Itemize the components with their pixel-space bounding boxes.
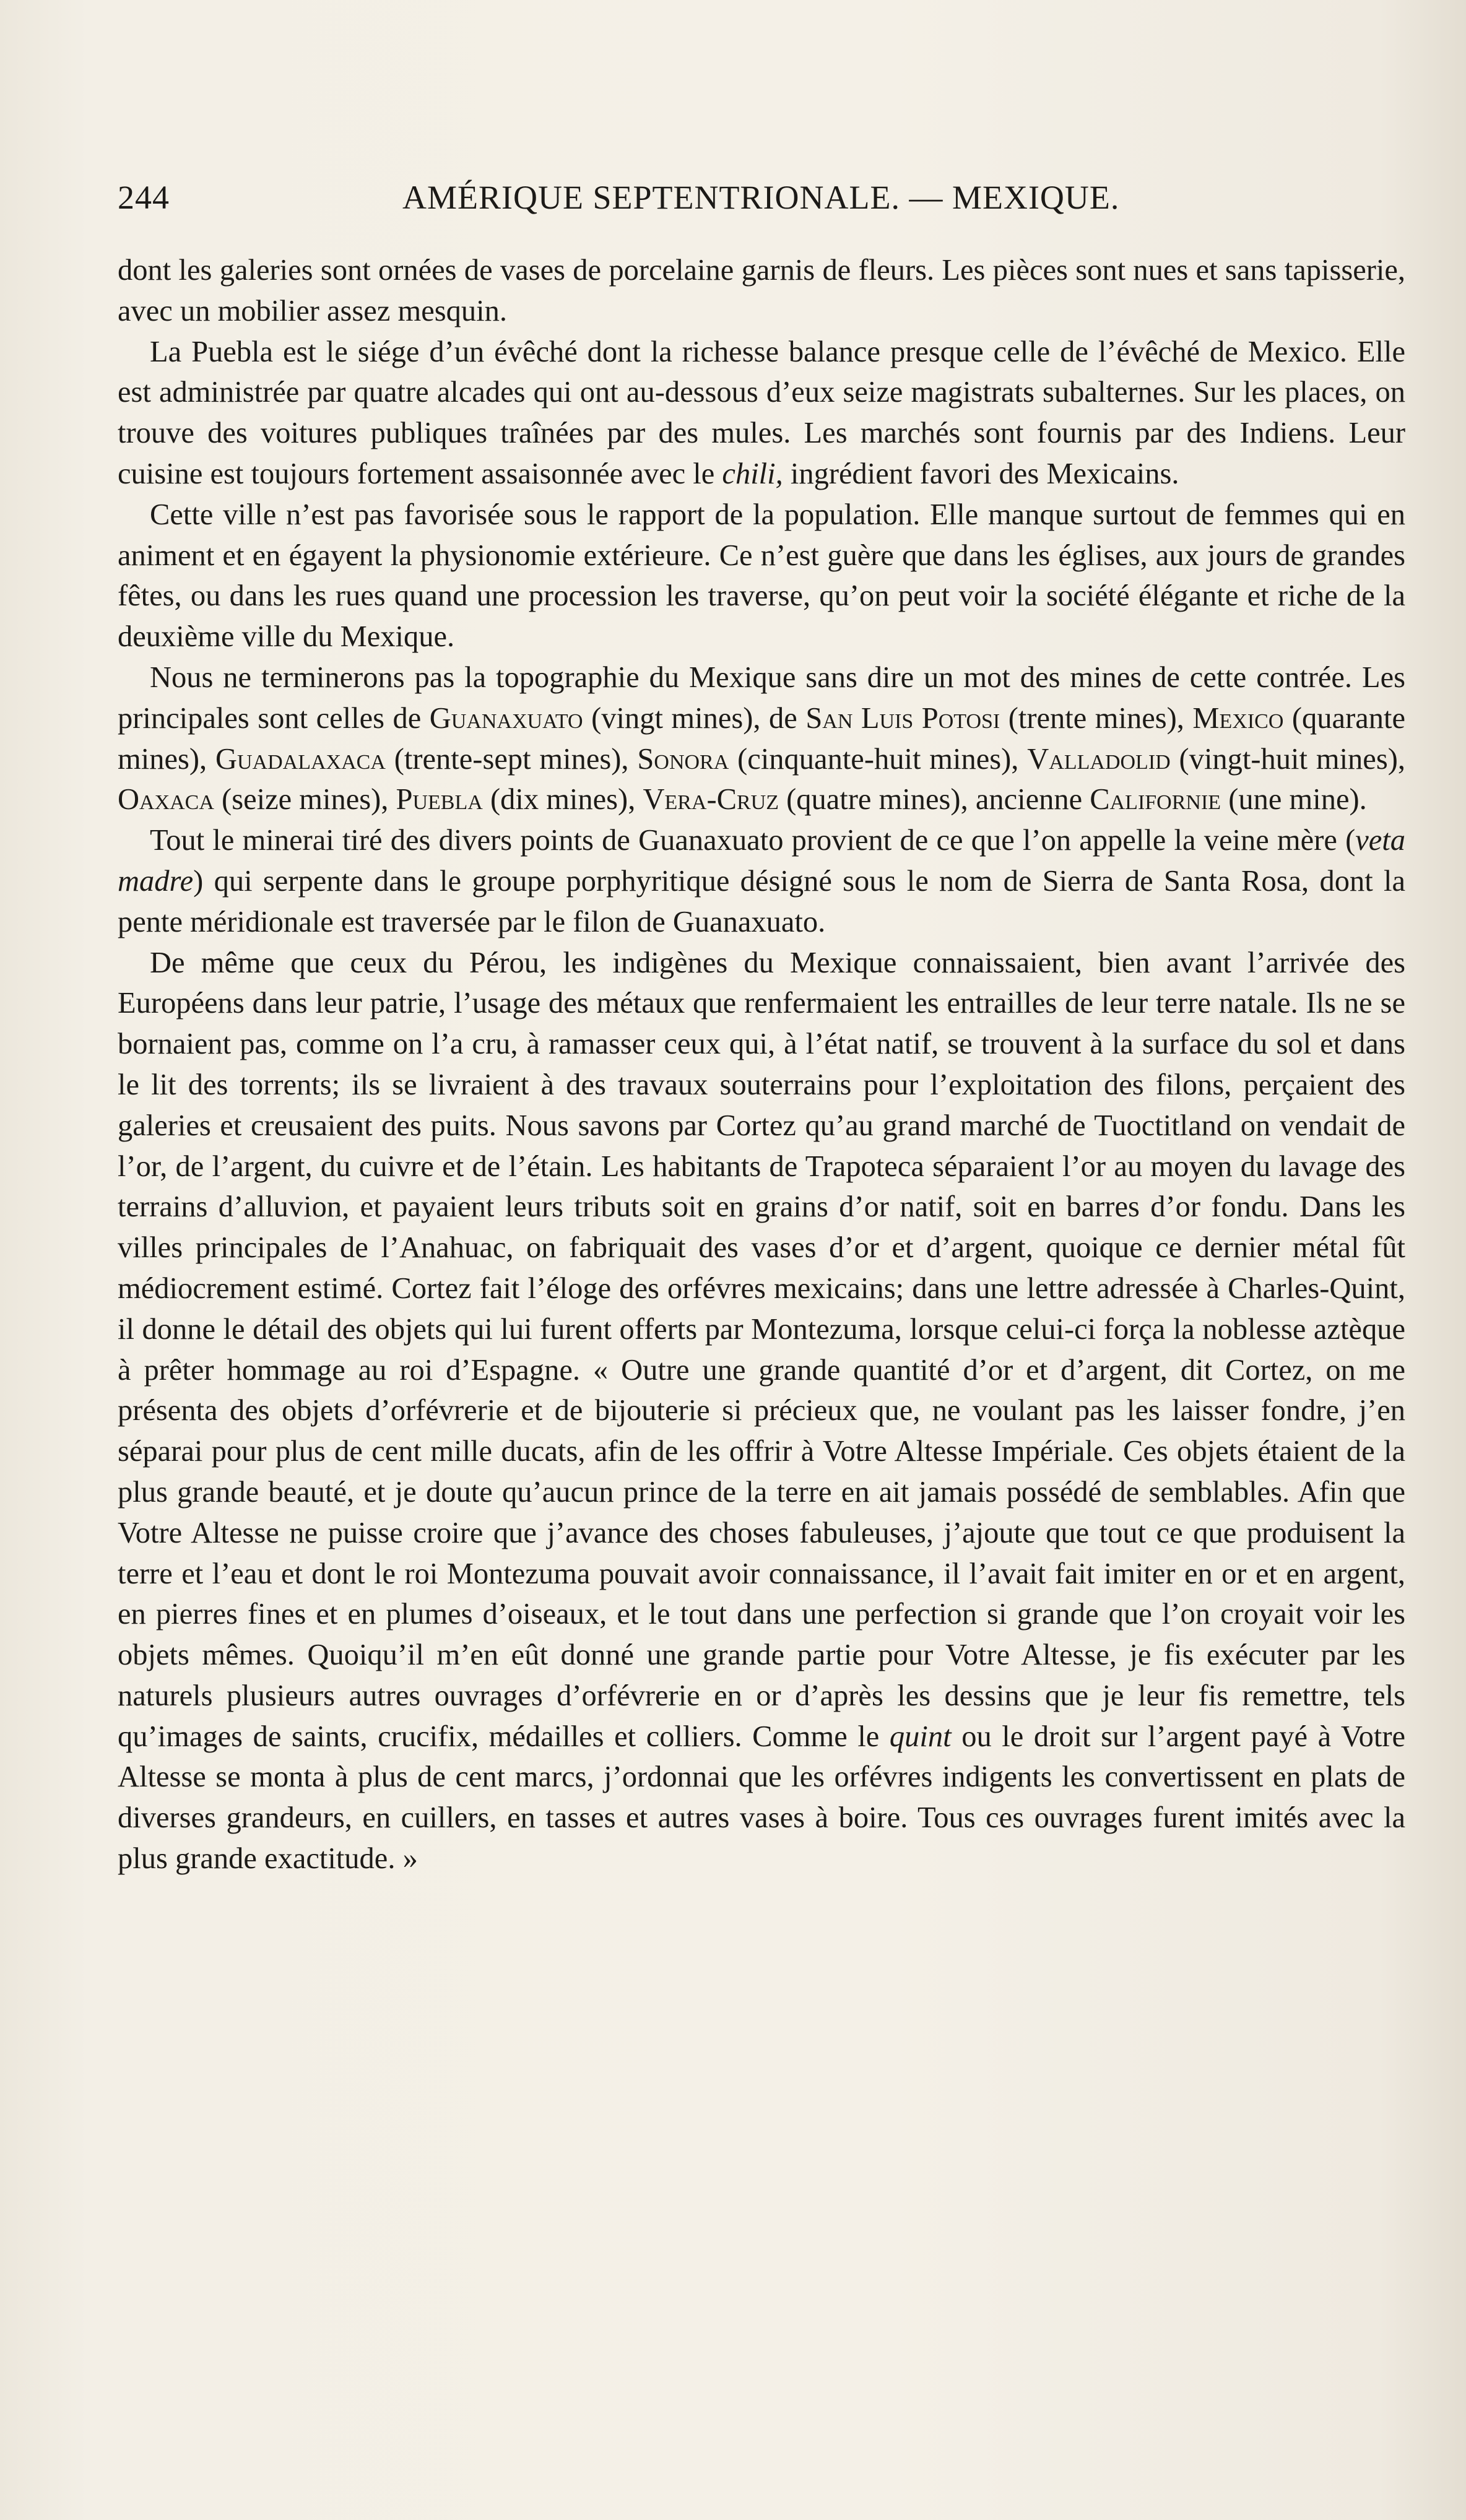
italic-term: quint <box>889 1720 952 1753</box>
page-number: 244 <box>118 179 170 216</box>
page-header <box>118 178 1121 228</box>
text-run: ) qui serpente dans le groupe porphyritique désigné sous le nom de Sierra de Santa Rosa, dont la pente méridionale est traversée par le filon de Guanaxuato. <box>118 864 1405 938</box>
text-run: De même que ceux du Pérou, les indigènes du Mexique connaissaient, bien avant l’arrivée des Européens dans leur patrie, l’usage des métaux que renfermaient les entrailles de leur terre natale. Ils ne se bornaient pas, comme on l’a cru, à ramasser ceux qui, à l’état natif, se trouvent à la surface du sol et dans le lit des torrents; ils se livraient à des travaux souterrains pour l’exploitation des filons, perçaient des galeries et creusaient des puits. Nous savons par Cortez qu’au grand marché de Tuoctitland on vendait de l’or, de l’argent, du cuivre et de l’étain. Les habitants de Trapoteca séparaient l’or au moyen du lavage des terrains d’alluvion, et payaient leurs tributs soit en grains d’or natif, soit en barres d’or fondu. Dans les villes principales de l’Anahuac, on fabriquait des vases d’or et d’argent, quoique ce dernier métal fût médiocrement estimé. Cortez fait l’éloge des orfévres mexicains; dans une lettre adressée à Charles-Quint, il donne le détail des objets qui lui furent offerts par Montezuma, lorsque celui-ci força la noblesse aztèque à prêter hommage au roi d’Espagne. « Outre une grande quantité d’or et d’argent, dit Cortez, on me présenta des objets d’orfévrerie et de bijouterie si précieux que, ne voulant pas les laisser fondre, j’en séparai pour plus de cent mille ducats, afin de les offrir à Votre Altesse Impériale. Ces objets étaient de la plus grande beauté, et je doute qu’aucun prince de la terre en ait jamais possédé de semblables. Afin que Votre Altesse ne puisse croire que j’avance des choses fabuleuses, j’ajoute que tout ce que produisent la terre et l’eau et dont le roi Montezuma pouvait avoir connaissance, il l’avait fait imiter en or et en argent, en pierres fines et en plumes d’oiseaux, et le tout dans une perfection si grande que l’on croyait voir les objets mêmes. Quoiqu’il m’en eût donné une grande partie pour Votre Altesse, je fis exécuter par les naturels plusieurs autres ouvrages d’orfévrerie en or d’après les dessins que je leur fis remettre, tels qu’images de saints, crucifix, médailles et colliers. Comme le <box>118 946 1405 1753</box>
italic-term: chili, <box>722 457 783 490</box>
mine-name: Guadalaxaca <box>215 742 386 776</box>
text-run: Tout le minerai tiré des divers points de Guanaxuato provient de ce que l’on appelle la veine mère ( <box>150 824 1356 857</box>
mine-name: Vera-Cruz <box>643 783 779 816</box>
text-run: (seize mines), <box>214 783 396 816</box>
text-run: (vingt mines), de <box>583 701 806 735</box>
mine-name: Valladolid <box>1027 742 1171 776</box>
text-run: La Puebla est le siége d’un évêché dont la richesse balance presque celle de l’évêché de Mexico. Elle est administrée par quatre alcades qui ont au-dessous d’eux seize magistrats subalternes. Sur les places, on trouve des voitures publiques traînées par des mules. Les marchés sont fournis par des Indiens. Leur cuisine est toujours fortement assaisonnée avec le <box>118 335 1405 490</box>
paragraph: Cette ville n’est pas favorisée sous le rapport de la population. Elle manque surtout de femmes qui en animent et en égayent la physionomie extérieure. Ce n’est guère que dans les églises, aux jours de grandes fêtes, ou dans les rues quand une procession les traverse, qu’on peut voir la société élégante et riche de la deuxième ville du Mexique. <box>118 498 1405 654</box>
text-run: (quatre mines), ancienne <box>778 783 1090 816</box>
mine-name: Oaxaca <box>118 783 214 816</box>
text-run: Nous ne terminerons pas la topographie du Mexique sans dire un mot des mines de cette contrée. Les principales sont celles de <box>118 660 1405 735</box>
text-run: (dix mines), <box>482 783 643 816</box>
text-run: (quarante mines), <box>118 701 1405 776</box>
paragraph <box>118 657 1405 820</box>
mine-name: Mexico <box>1192 701 1284 735</box>
mine-name: Sonora <box>637 742 729 776</box>
text-run: ou le droit sur l’argent payé à Votre Altesse se monta à plus de cent marcs, j’ordonnai que les orfévres indigents les convertissent en plats de diverses grandeurs, en cuillers, en tasses et autres vases à boire. Tous ces ouvrages furent imités avec la plus grande exactitude. » <box>118 1720 1405 1876</box>
paragraph: dont les galeries sont ornées de vases de porcelaine garnis de fleurs. Les pièces sont nues et sans tapisserie, avec un mobilier assez mesquin. <box>118 254 1405 327</box>
text-run: (trente mines), <box>1000 701 1193 735</box>
mine-name: Californie <box>1090 783 1221 816</box>
mine-name: Guanaxuato <box>429 701 583 735</box>
paragraph <box>118 943 1405 1879</box>
text-run: (cinquante-huit mines), <box>729 742 1028 776</box>
paragraph <box>118 332 1405 495</box>
italic-term: veta madre <box>118 824 1405 898</box>
mine-name: San Luis Potosi <box>805 701 1000 735</box>
text-run: (une mine). <box>1221 783 1367 816</box>
mine-name: Puebla <box>396 783 483 816</box>
body-text <box>118 250 1405 1879</box>
running-title: AMÉRIQUE SEPTENTRIONALE. — MEXIQUE. <box>402 179 1120 216</box>
text-run: ingrédient favori des Mexicains. <box>783 457 1179 490</box>
text-run: (trente-sept mines), <box>385 742 638 776</box>
paragraph <box>118 820 1405 942</box>
text-run: (vingt-huit mines), <box>1170 742 1405 776</box>
